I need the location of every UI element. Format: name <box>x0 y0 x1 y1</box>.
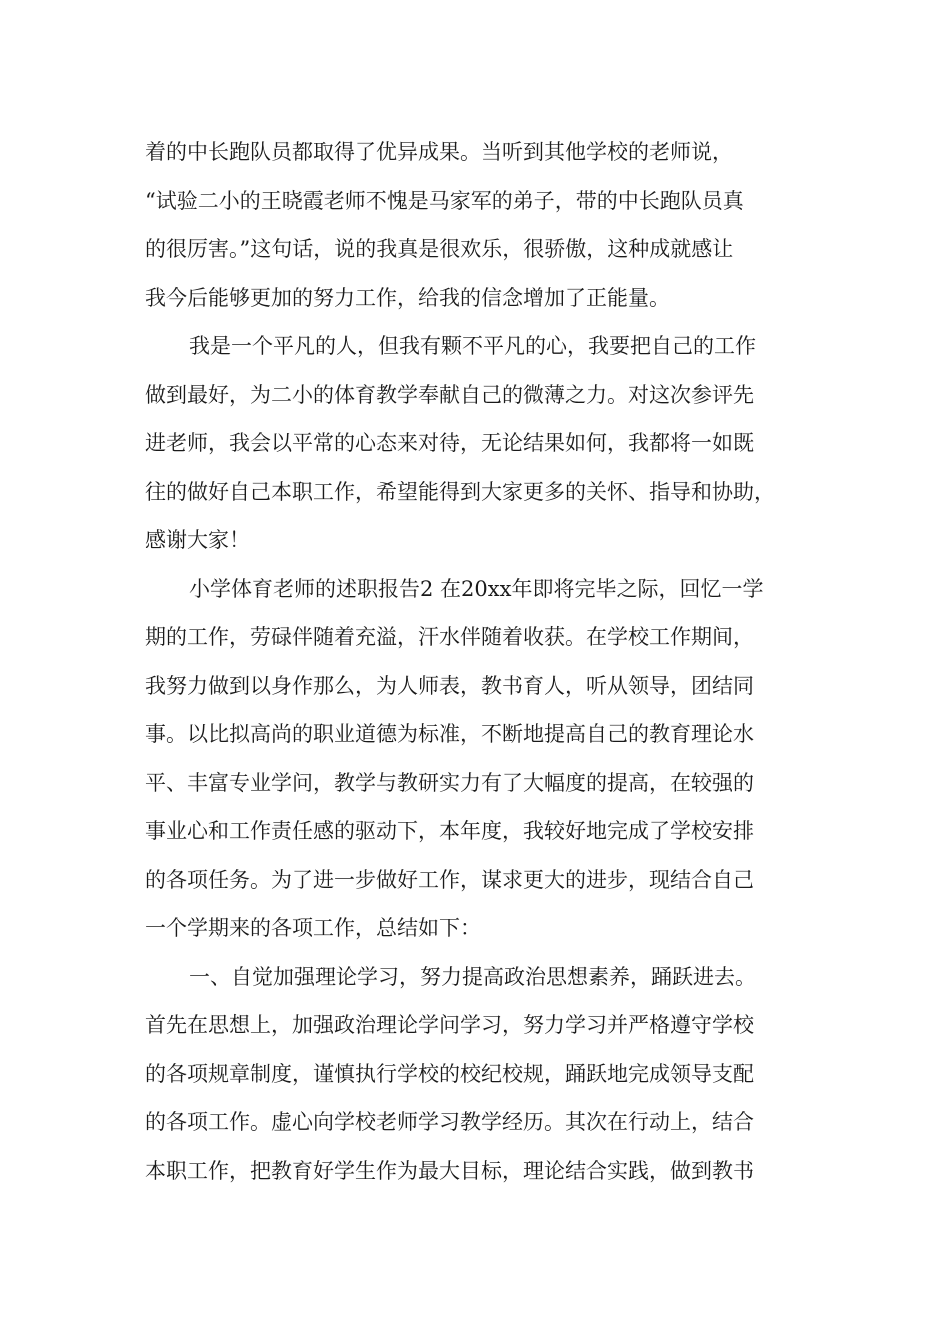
text-line: 的各项工作。虚心向学校老师学习教学经历。其次在行动上，结合 <box>145 1110 754 1134</box>
text-line: 着的中长跑队员都取得了优异成果。当听到其他学校的老师说， <box>145 140 733 164</box>
text-line: 期的工作，劳碌伴随着充溢，汗水伴随着收获。在学校工作期间， <box>145 625 754 649</box>
text-line: 的各项规章制度，谨慎执行学校的校纪校规，踊跃地完成领导支配 <box>145 1061 754 1086</box>
text-line: 事业心和工作责任感的驱动下，本年度，我较好地完成了学校安排 <box>145 819 754 843</box>
document-body <box>145 128 825 1195</box>
text-line: 感谢大家！ <box>145 528 250 552</box>
text-line: 进老师，我会以平常的心态来对待，无论结果如何，我都将一如既 <box>145 431 754 455</box>
text-line: 首先在思想上，加强政治理论学问学习，努力学习并严格遵守学校 <box>145 1013 754 1037</box>
text-line: 做到最好，为二小的体育教学奉献自己的微薄之力。对这次参评先 <box>145 382 754 407</box>
paragraph-first-line: 一、自觉加强理论学习，努力提高政治思想素养，踊跃进去。 <box>189 964 756 989</box>
text-line: 我今后能够更加的努力工作，给我的信念增加了正能量。 <box>145 285 670 310</box>
text-line: 本职工作，把教育好学生作为最大目标，理论结合实践，做到教书 <box>145 1158 754 1183</box>
text-line: 一个学期来的各项工作，总结如下： <box>145 916 481 940</box>
text-line: 的各项任务。为了进一步做好工作，谋求更大的进步，现结合自己 <box>145 867 754 892</box>
text-line: 往的做好自己本职工作，希望能得到大家更多的关怀、指导和协助， <box>145 479 775 504</box>
text-line: 平、丰富专业学问，教学与教研实力有了大幅度的提高，在较强的 <box>145 770 754 795</box>
text-line: “试验二小的王晓霞老师不愧是马家军的弟子，带的中长跑队员真 <box>145 188 744 213</box>
paragraph-first-line: 我是一个平凡的人，但我有颗不平凡的心，我要把自己的工作 <box>189 334 756 358</box>
text-line: 的很厉害。”这句话，说的我真是很欢乐，很骄傲，这种成就感让 <box>145 237 734 261</box>
text-line: 我努力做到以身作那么，为人师表，教书育人，听从领导，团结同 <box>145 673 754 698</box>
paragraph-first-line: 小学体育老师的述职报告2 在20xx年即将完毕之际，回忆一学 <box>189 576 764 601</box>
text-line: 事。以比拟高尚的职业道德为标准，不断地提高自己的教育理论水 <box>145 722 754 746</box>
